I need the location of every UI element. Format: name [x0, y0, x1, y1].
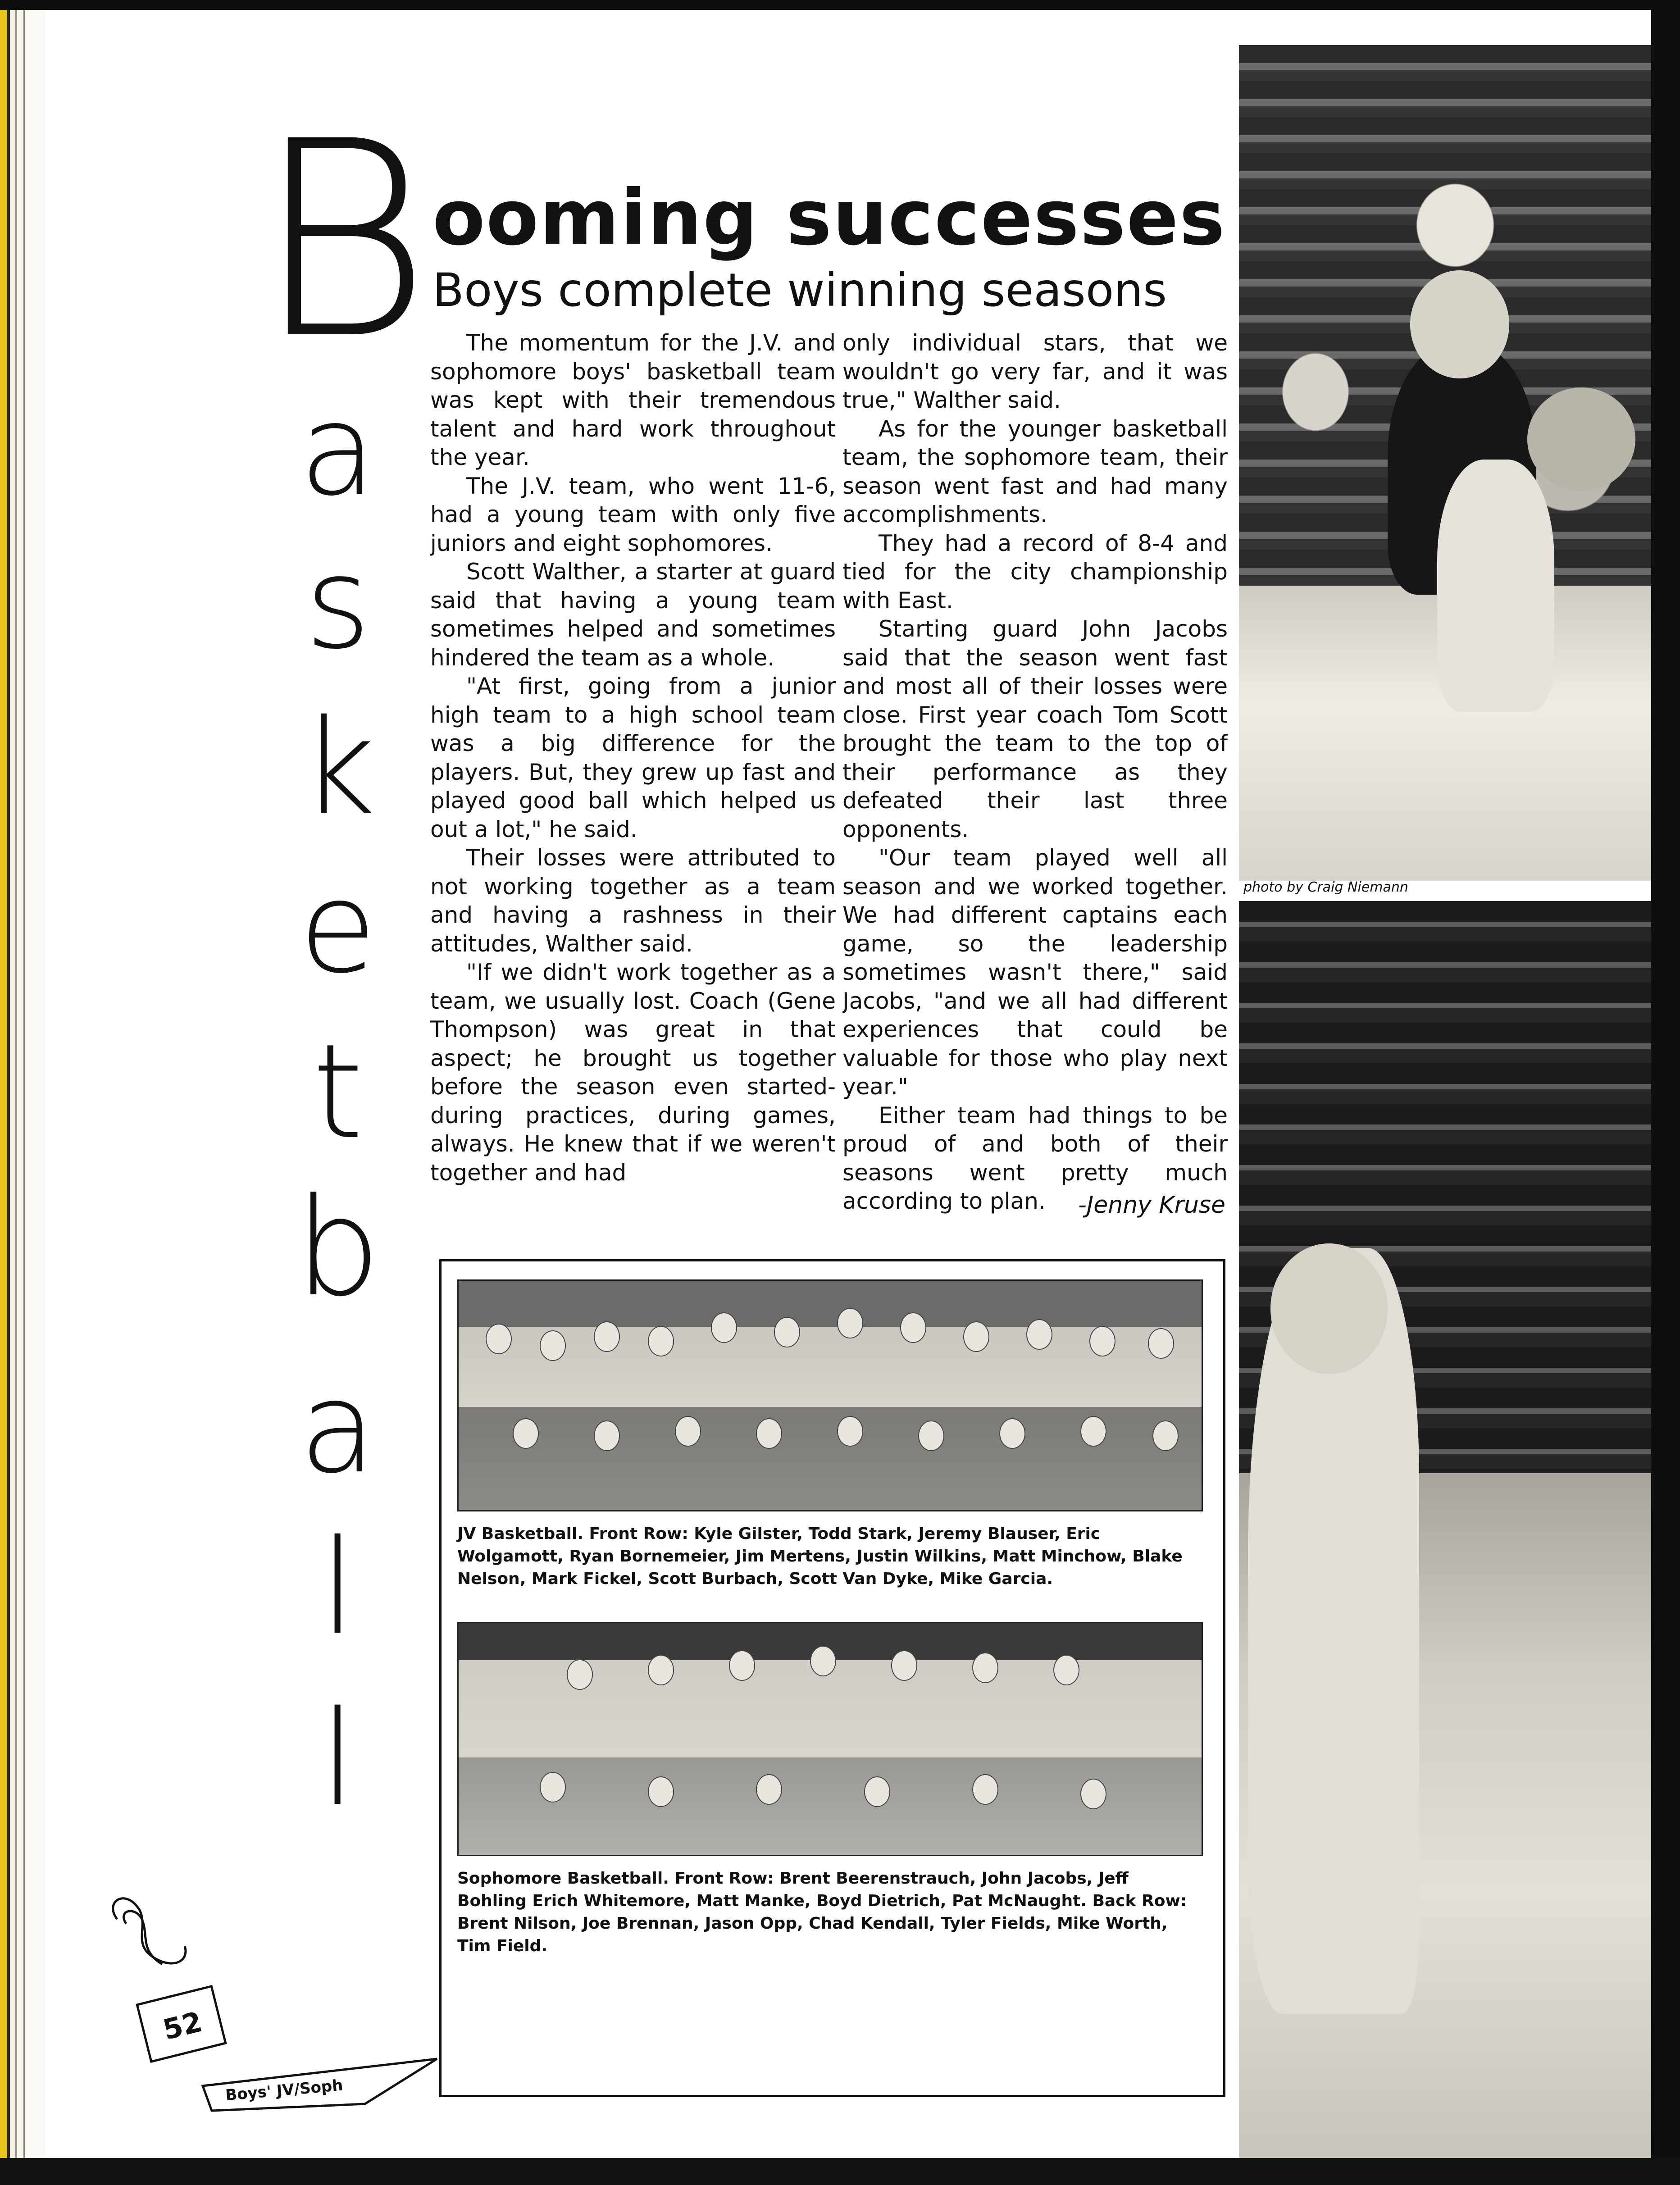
top-rule	[0, 0, 1680, 10]
player-face	[972, 1774, 998, 1805]
title-letter-e: e	[299, 855, 377, 1001]
title-letter-k: k	[300, 692, 376, 844]
player-face	[486, 1324, 512, 1354]
title-letter-b: B	[255, 83, 432, 398]
player-face	[648, 1776, 674, 1807]
player-face	[711, 1312, 737, 1343]
player-face	[540, 1330, 566, 1361]
player-face	[1152, 1420, 1179, 1451]
paragraph: The momentum for the J.V. and sophomore boys' basketball team was kept with their tremendous talent and hard work throughout the year.	[430, 330, 836, 470]
page-number: 52	[159, 2005, 205, 2047]
headline: ooming successes	[433, 173, 1226, 263]
subhead: Boys complete winning seasons	[433, 264, 1167, 317]
paragraph: Starting guard John Jacobs said that the season went fast and most all of their losses were close. First year coach Tom Scott brought the team to the top of their performance as they defeated their last three opponents.	[842, 616, 1228, 842]
player-face	[1080, 1416, 1106, 1447]
paragraph: "Our team played well all season and we worked together. We had different captains each game, so the leadership sometimes wasn't there," said Jacobs, "and we all had different experiences that could be valuable for those who play next year."	[842, 845, 1228, 1100]
player-face	[513, 1418, 539, 1449]
player-face	[648, 1326, 674, 1357]
paragraph: "If we didn't work together as a team, we usually lost. Coach (Gene Thompson) was great in that aspect; he brought us together before the season even started-during practices, during games, always. He knew that if we weren't together and had	[430, 959, 836, 1186]
paragraph: Their losses were attributed to not working together as a team and having a rashness in their attitudes, Walther said.	[430, 845, 836, 957]
title-letter-t: t	[312, 1016, 364, 1168]
section-label: Boys' JV/Soph	[224, 2076, 344, 2105]
player-face	[729, 1650, 755, 1681]
player-face	[900, 1312, 926, 1343]
player-face	[1026, 1319, 1052, 1350]
player-face	[918, 1420, 944, 1451]
player-face	[1080, 1779, 1106, 1809]
article-column-2	[842, 329, 1228, 1248]
player-face	[864, 1776, 890, 1807]
player-face	[774, 1317, 800, 1347]
sophomore-team-photo	[457, 1622, 1203, 1856]
player-face	[567, 1659, 593, 1690]
player-head	[1410, 270, 1509, 378]
title-letter-s: s	[305, 530, 371, 677]
byline: -Jenny Kruse	[1078, 1192, 1225, 1219]
player-face	[1089, 1326, 1115, 1357]
page-binding	[0, 0, 45, 2185]
bottom-rule	[0, 2158, 1680, 2185]
player-face	[837, 1308, 863, 1338]
paragraph: Scott Walther, a starter at guard said that having a young team sometimes helped and sometimes hindered the team as a whole.	[430, 559, 836, 671]
photo-credit: photo by Craig Niemann	[1243, 879, 1408, 895]
player-face	[837, 1416, 863, 1447]
paragraph: As for the younger basketball team, the sophomore team, their season went fast and had many accomplishments.	[842, 415, 1228, 528]
player-face	[810, 1646, 836, 1676]
player-face	[963, 1321, 989, 1352]
jv-team-photo	[457, 1279, 1203, 1511]
jv-caption: JV Basketball. Front Row: Kyle Gilster, Todd Stark, Jeremy Blauser, Eric Wolgamott, Ryan Bornemeier, Jim Mertens, Justin Wilkins, Matt Minchow, Blake Nelson, Mark Fickel, Scott Burbach, Scott Van Dyke, Mike Garcia.	[457, 1525, 1183, 1588]
player-face	[972, 1652, 998, 1683]
title-letter-a2: a	[299, 1355, 377, 1502]
player-face	[594, 1321, 620, 1352]
player-face	[1148, 1328, 1174, 1359]
player-face	[675, 1416, 701, 1447]
player-face	[999, 1418, 1025, 1449]
player-head	[1270, 1243, 1388, 1374]
paragraph: only individual stars, that we wouldn't go very far, and it was true," Walther said.	[842, 330, 1228, 413]
title-letter-a1: a	[299, 377, 377, 524]
sophomore-caption: Sophomore Basketball. Front Row: Brent Beerenstrauch, John Jacobs, Jeff Bohling Erich Whitemore, Matt Manke, Boyd Dietrich, Pat McNaught. Back Row: Brent Nilson, Joe Brennan, Jason Opp, Chad Kendall, Tyler Fields, Mike Worth, Tim Field.	[457, 1869, 1187, 1955]
player-shorts	[1437, 460, 1554, 712]
title-letter-l2: l	[319, 1683, 356, 1835]
player-face	[1053, 1655, 1079, 1685]
paragraph: "At first, going from a junior high team to a high school team was a big difference for the players. But, they grew up fast and played good ball which helped us out a lot," he said.	[430, 673, 836, 842]
player-face	[756, 1418, 782, 1449]
article-column-1	[430, 329, 836, 1248]
page-edge	[1651, 0, 1680, 2185]
title-letter-l1: l	[319, 1512, 356, 1664]
player-face	[648, 1655, 674, 1685]
ribbon-icon	[99, 1892, 279, 1982]
paragraph: The J.V. team, who went 11-6, had a young team with only five juniors and eight sophomores.	[430, 473, 836, 556]
title-letter-b2: b	[295, 1169, 381, 1326]
basketball	[1527, 387, 1635, 491]
paragraph: Either team had things to be proud of and both of their seasons went pretty much according to plan.	[842, 1102, 1228, 1214]
player-face	[540, 1772, 566, 1803]
paragraph: They had a record of 8-4 and tied for the city championship with East.	[842, 530, 1228, 614]
player-face	[594, 1420, 620, 1451]
player-face	[891, 1650, 917, 1681]
player-face	[756, 1774, 782, 1805]
